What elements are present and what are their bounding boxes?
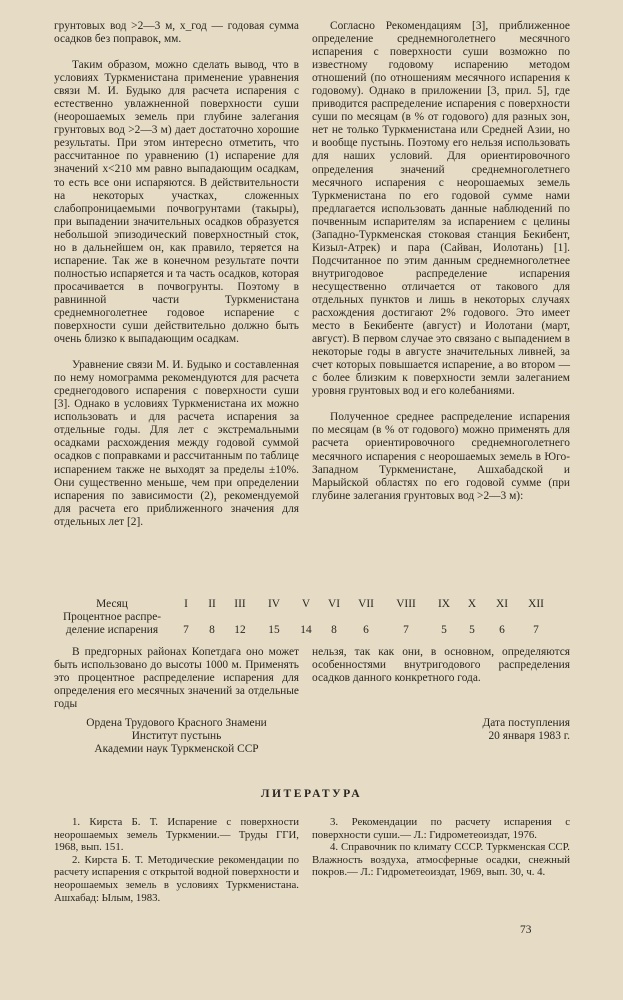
author-affiliation [54, 717, 299, 757]
left-column [54, 20, 299, 529]
table-row-months [62, 598, 560, 611]
month-header-cell: XII [528, 598, 544, 610]
received-date [420, 717, 570, 743]
reference-item: 4. Справочник по климату СССР. Туркменская ССР. Влажность воздуха, атмосферные осадки, снежный покров.— Л.: Гидрометеоиздат, 1969, вып. 30, ч. 4. [312, 841, 570, 879]
month-header-cell: II [208, 598, 216, 610]
paragraph: нельзя, так как они, в основном, определяются особенностями внутригодового распределения осадков данного конкретного года. [312, 646, 570, 685]
date-label: Дата поступления [482, 717, 570, 729]
reference-item: 2. Кирста Б. Т. Методические рекомендации по расчету испарения с открытой водной поверхности и неорошаемых земель в условиях Туркменистана. Ашхабад: Ылым, 1983. [54, 853, 299, 904]
table-row-values [62, 624, 560, 637]
percent-value-cell: 6 [363, 624, 369, 636]
paragraph: Согласно Рекомендациям [3], приближенное определение среднемноголетнего месячного испарения с поверхности суши возможно по известному годовому испарению методом отношений (по отношениям месячного испарения к годовому). Однако в приложении [3, прил. 5], где приводится распределение испарения с поверхности суши по месяцам (в % от годового) для разных зон, нет не только Туркменистана или Средней Азии, но и вообще пустынь. Поэтому его нельзя использовать для наших условий. Для ориентировочного определения значений среднемноголетнего месячного испарения с неорошаемых земель Туркменистана по его годовой сумме нами предлагается использовать данные наблюдений по почвенным испарителям за испарением с целины (Западно-Туркменская стоковая станция Бекибент, Кизыл-Атрек) и пара (Сайван, Иолотань) [1]. Подсчитанное по этим данным среднемноголетнее внутригодовое распределение испарения несущественно отличается от такового для отдельных пунктов и лишь в некоторых случаях расхождения достигают 2% годового. Это имеет место в Бекибенте (август) и Иолотани (март, август). В первом случае это связано с выпадением в некоторые годы в августе значительных ливней, за счет которых повышается испарение, а во втором — с более близким к поверхности земли залеганием уровня грунтовых вод и его колебаниями. [312, 20, 570, 398]
paragraph: Таким образом, можно сделать вывод, что в условиях Туркменистана применение уравнения связи М. И. Будыко для расчета испарения с естественно увлажненной поверхности суши (неорошаемых земель при глубине залегания грунтовых вод >2—3 м) дает достаточно хорошие результаты. При этом интересно отметить, что рассчитанное по уравнению (1) испарение для значений x<210 мм равно выпадающим осадкам, то есть все они испаряются. В действительности на некоторых участках, сложенных слабопроницаемыми почвогрунтами (такыры), при выпадении значительных осадков образуется небольшой эпизодический поверхностный сток, но в дальнейшем он, как правило, теряется на испарение. Так же в конечном результате почти полностью испаряется и та часть осадков, которая просачивается в почвогрунты. Поэтому в равнинной части Туркменистана среднемноголетнее годовое испарение с поверхности суши действительно должно быть очень близко к выпадающим осадкам. [54, 59, 299, 346]
percent-value-cell: 7 [183, 624, 189, 636]
month-header-cell: VIII [396, 598, 416, 610]
paragraph: Уравнение связи М. И. Будыко и составленная по нему номограмма рекомендуются для расчета среднегодового испарения с поверхности суши [3]. Однако в условиях Туркменистана их можно использовать и для расчета испарения за отдельные годы. Для лет с экстремальными осадками расхождения между годовой суммой осадков с поправками и рассчитанным по таблице испарением также не выходят за пределы ±10%. Они существенно меньше, чем при определении испарения по зависимости (2), рекомендуемой для расчета его приближенного значения для отдельных лет [2]. [54, 359, 299, 528]
references-right [312, 816, 570, 879]
percent-value-cell: 14 [300, 624, 312, 636]
closing-left-column [54, 646, 299, 711]
percent-value-cell: 6 [499, 624, 505, 636]
distribution-label-line2: деление испарения [65, 624, 159, 636]
paragraph: грунтовых вод >2—3 м, x_год — годовая сумма осадков без поправок, мм. [54, 20, 299, 46]
paragraph: Полученное среднее распределение испарения по месяцам (в % от годового) можно применять для расчета ориентировочного среднемноголетнего месячного испарения с неорошаемых земель в Юго-Западном Туркменистане, Ашхабадской и Марыйской областях по его годовой сумме (при глубине залегания грунтовых вод >2—3 м): [312, 411, 570, 502]
references-left [54, 816, 299, 904]
right-column [312, 20, 570, 503]
monthly-distribution-table [62, 598, 560, 637]
month-header-cell: VI [327, 598, 341, 610]
date-value: 20 января 1983 г. [488, 730, 570, 743]
month-header-cell: IV [267, 598, 281, 610]
reference-item: 3. Рекомендации по расчету испарения с поверхности суши.— Л.: Гидрометеоиздат, 1976. [312, 816, 570, 841]
percent-value-cell: 8 [331, 624, 337, 636]
month-header-cell: VII [358, 598, 374, 610]
affiliation-line: Академии наук Туркменской ССР [94, 743, 259, 756]
percent-value-cell: 7 [403, 624, 409, 636]
percent-value-cell: 15 [268, 624, 280, 636]
percent-value-cell: 12 [234, 624, 246, 636]
month-header-cell: V [301, 598, 311, 610]
month-header-cell: XI [495, 598, 509, 610]
percent-value-cell: 5 [441, 624, 447, 636]
month-header-cell: X [467, 598, 477, 610]
distribution-label-line1: Процентное распре- [62, 611, 162, 623]
page-number: 73 [520, 924, 532, 936]
month-header-cell: IX [437, 598, 451, 610]
closing-right-column [312, 646, 570, 685]
affiliation-line: Ордена Трудового Красного Знамени [86, 717, 267, 729]
affiliation-line: Институт пустынь [131, 730, 222, 743]
references-heading: ЛИТЕРАТУРА [260, 787, 363, 800]
percent-value-cell: 7 [533, 624, 539, 636]
percent-value-cell: 5 [469, 624, 475, 636]
month-label: Месяц [96, 598, 128, 610]
month-header-cell: III [234, 598, 246, 610]
table-row-label-1 [62, 611, 560, 624]
reference-item: 1. Кирста Б. Т. Испарение с поверхности неорошаемых земель Туркмении.— Труды ГГИ, 1968, вып. 151. [54, 816, 299, 854]
month-header-cell: I [184, 598, 188, 610]
percent-value-cell: 8 [209, 624, 215, 636]
paragraph: В предгорных районах Копетдага оно может быть использовано до высоты 1000 м. Применять это процентное распределение испарения для определения его месячных значений за отдельные годы [54, 646, 299, 711]
